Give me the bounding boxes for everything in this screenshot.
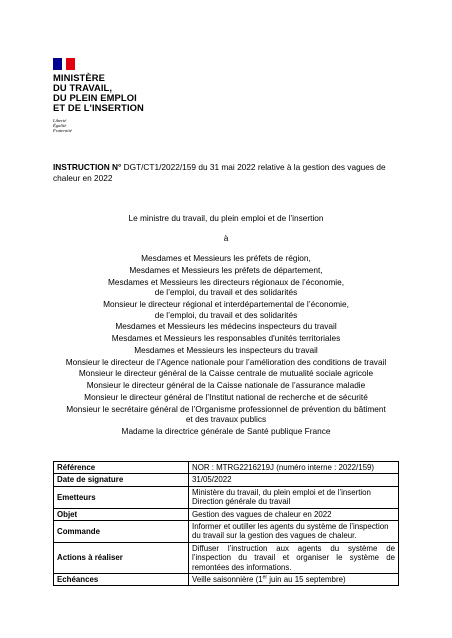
table-row xyxy=(54,486,399,508)
sender-line: Le ministre du travail, du plein emploi et de l’insertion xyxy=(128,213,324,223)
ministry-name xyxy=(53,73,144,113)
reference-label: Référence xyxy=(54,462,189,474)
recipient-line: Mesdames et Messieurs les médecins inspecteurs du travail xyxy=(115,321,337,332)
table-row xyxy=(54,508,399,520)
recipient-line: Monsieur le directeur général de l’Institut national de recherche et de sécurité xyxy=(84,392,368,402)
marianne-flag-icon xyxy=(53,58,75,70)
recipient-line: Mesdames et Messieurs les préfets de région, xyxy=(141,253,311,263)
echeances-sup: er xyxy=(262,574,268,581)
recipient-line: Mesdames et Messieurs les inspecteurs du travail xyxy=(134,344,318,355)
echeances-label: Echéances xyxy=(54,574,189,586)
echeances-prefix: Veille saisonnière (1 xyxy=(192,575,263,585)
a-line: à xyxy=(223,233,229,243)
ministry-line: DU PLEIN EMPLOI xyxy=(53,92,137,103)
table-row xyxy=(54,521,399,543)
republic-motto xyxy=(53,118,144,134)
recipient-line: Monsieur le directeur général de la Caisse centrale de mutualité sociale agricole xyxy=(78,368,374,379)
recipient-line: Monsieur le secrétaire général de l’Organisme professionnel de prévention du bâtiment xyxy=(66,403,386,414)
emetteurs-line: Ministère du travail, du plein emploi et de l’insertion xyxy=(192,487,371,497)
table-row xyxy=(54,542,399,573)
recipient-line: Monsieur le directeur régional et interdépartemental de l’économie, xyxy=(103,298,349,309)
objet-label: Objet xyxy=(54,508,189,520)
date-label: Date de signature xyxy=(54,474,189,486)
recipient-line: de l’emploi, du travail et des solidarités xyxy=(154,287,298,298)
recipient-line: Mesdames et Messieurs les préfets de département, xyxy=(129,264,323,275)
date-value: 31/05/2022 xyxy=(189,474,399,486)
ministry-line: DU TRAVAIL, xyxy=(53,82,113,93)
ministry-line: ET DE L'INSERTION xyxy=(53,102,144,113)
instruction-title xyxy=(53,162,399,184)
emetteurs-line: Direction générale du travail xyxy=(192,497,291,507)
recipient-line: Monsieur le directeur de l’Agence nationale pour l’amélioration des conditions de travail xyxy=(65,356,387,367)
echeances-value xyxy=(189,574,399,586)
motto-line: Fraternité xyxy=(53,128,72,134)
echeances-suffix: juin au 15 septembre) xyxy=(267,575,346,585)
table-row xyxy=(54,574,399,586)
recipient-line: Mesdames et Messieurs les directeurs régionaux de l’économie, xyxy=(107,276,345,287)
table-row xyxy=(54,462,399,474)
recipient-line: Madame la directrice générale de Santé publique France xyxy=(121,426,331,437)
commande-value: Informer et outiller les agents du système de l’inspection du travail sur la gestion des vagues de chaleur. xyxy=(189,521,399,543)
recipients-list xyxy=(20,253,432,437)
commande-label: Commande xyxy=(54,521,189,543)
recipient-line: et des travaux publics xyxy=(185,414,267,425)
motto-line: Égalité xyxy=(53,123,67,129)
objet-value: Gestion des vagues de chaleur en 2022 xyxy=(189,508,399,520)
recipient-line: Monsieur le directeur général de la Caisse nationale de l’assurance maladie xyxy=(86,380,366,391)
actions-label: Actions à réaliser xyxy=(54,542,189,573)
motto-line: Liberté xyxy=(53,118,67,123)
reference-value: NOR : MTRG2216219J (numéro interne : 2022/159) xyxy=(189,462,399,474)
recipient-line: de l’emploi, du travail et des solidarités xyxy=(154,309,298,320)
instruction-label: INSTRUCTION N° xyxy=(53,162,122,172)
actions-value: Diffuser l’instruction aux agents du système de l’inspection du travail et organiser le système de remontées des informations. xyxy=(189,542,399,573)
table-row xyxy=(54,474,399,486)
instruction-text: DGT/CT1/2022/159 du 31 mai 2022 relative à la gestion des vagues de chaleur en 2022 xyxy=(53,162,386,183)
ministry-logo xyxy=(53,58,144,134)
emetteurs-value xyxy=(189,486,399,508)
metadata-table xyxy=(53,461,399,586)
ministry-line: MINISTÈRE xyxy=(53,72,105,83)
recipient-line: Mesdames et Messieurs les responsables d'unités territoriales xyxy=(111,333,341,344)
emetteurs-label: Emetteurs xyxy=(54,486,189,508)
